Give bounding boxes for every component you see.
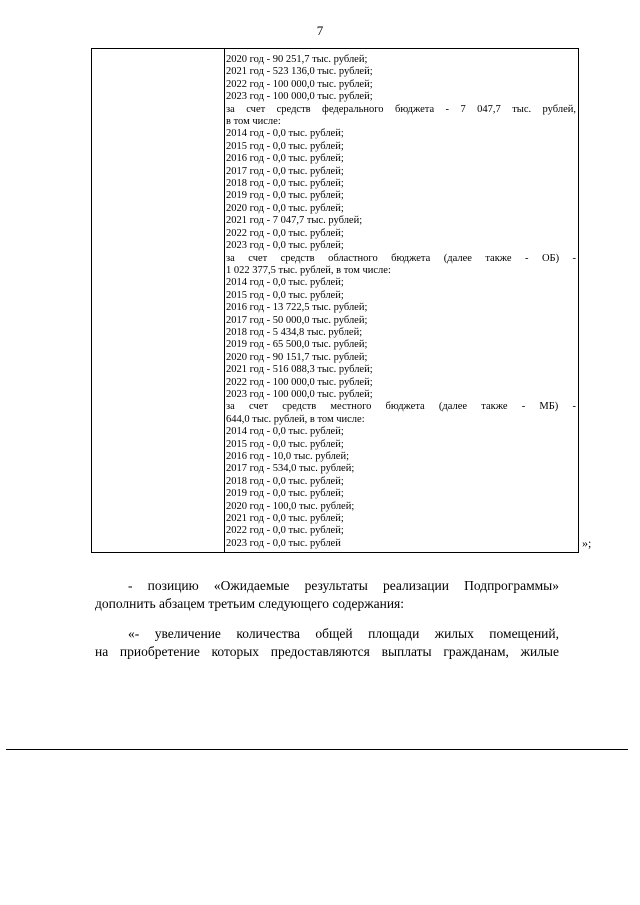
table-line: 1 022 377,5 тыс. рублей, в том числе:	[226, 264, 391, 276]
table-line: 2020 год - 90 251,7 тыс. рублей;	[226, 54, 368, 65]
table-line: 2015 год - 0,0 тыс. рублей;	[226, 438, 344, 450]
table-line: за счет средств областного бюджета (далее также - ОБ) -	[226, 252, 576, 264]
table-line: 2015 год - 0,0 тыс. рублей;	[226, 140, 344, 152]
table-line: 2019 год - 0,0 тыс. рублей;	[226, 190, 344, 202]
table-line: 2021 год - 0,0 тыс. рублей;	[226, 513, 344, 525]
table-line: 2021 год - 7 047,7 тыс. рублей;	[226, 215, 363, 227]
page-number: 7	[316, 23, 324, 38]
table-line: за счет средств местного бюджета (далее также - МБ) -	[226, 401, 576, 413]
quoted-paragraph	[95, 625, 559, 661]
table-line: 2014 год - 0,0 тыс. рублей;	[226, 426, 344, 438]
table-line: за счет средств федерального бюджета - 7 047,7 тыс. рублей,	[226, 103, 576, 115]
table-line: 2022 год - 100 000,0 тыс. рублей;	[226, 376, 373, 388]
table-line: 2017 год - 50 000,0 тыс. рублей;	[226, 314, 368, 326]
table-line: 2020 год - 100,0 тыс. рублей;	[226, 500, 355, 512]
closing-quote: »;	[582, 536, 592, 550]
table-line: 2018 год - 0,0 тыс. рублей;	[226, 475, 344, 487]
table-line: 2020 год - 90 151,7 тыс. рублей;	[226, 351, 368, 363]
table-line: в том числе:	[226, 116, 281, 128]
table-line: 2023 год - 0,0 тыс. рублей;	[226, 240, 344, 252]
funding-text-cell	[226, 54, 576, 550]
paragraph-line: дополнить абзацем третьим следующего содержания:	[95, 596, 405, 611]
column-divider	[224, 49, 225, 552]
table-line: 2022 год - 0,0 тыс. рублей;	[226, 525, 344, 537]
paragraph-line: «- увеличение количества общей площади жилых помещений,	[128, 626, 559, 641]
table-line: 2019 год - 0,0 тыс. рублей;	[226, 488, 344, 500]
footer-rule	[6, 749, 628, 750]
amendment-paragraph	[95, 577, 559, 613]
table-line: 2016 год - 10,0 тыс. рублей;	[226, 451, 350, 462]
table-line: 2014 год - 0,0 тыс. рублей;	[226, 277, 344, 289]
table-line: 2022 год - 100 000,0 тыс. рублей;	[226, 78, 373, 90]
table-line: 2023 год - 0,0 тыс. рублей	[226, 537, 341, 549]
paragraph-line: на приобретение которых предоставляются выплаты гражданам, жилые	[95, 644, 559, 659]
paragraph-line: - позицию «Ожидаемые результаты реализации Подпрограммы»	[128, 578, 559, 593]
table-line: 2021 год - 523 136,0 тыс. рублей;	[226, 66, 373, 78]
table-line: 2023 год - 100 000,0 тыс. рублей;	[226, 388, 373, 400]
table-line: 2020 год - 0,0 тыс. рублей;	[226, 202, 344, 214]
table-line: 2018 год - 5 434,8 тыс. рублей;	[226, 326, 363, 338]
table-line: 2015 год - 0,0 тыс. рублей;	[226, 289, 344, 301]
table-line: 2023 год - 100 000,0 тыс. рублей;	[226, 91, 373, 103]
table-line: 644,0 тыс. рублей, в том числе:	[226, 413, 365, 425]
funding-table	[91, 48, 579, 553]
table-line: 2016 год - 0,0 тыс. рублей;	[226, 153, 344, 165]
table-line: 2021 год - 516 088,3 тыс. рублей;	[226, 364, 373, 376]
table-line: 2014 год - 0,0 тыс. рублей;	[226, 128, 344, 140]
table-line: 2017 год - 534,0 тыс. рублей;	[226, 463, 355, 475]
table-line: 2016 год - 13 722,5 тыс. рублей;	[226, 302, 368, 314]
table-line: 2022 год - 0,0 тыс. рублей;	[226, 227, 344, 239]
table-line: 2017 год - 0,0 тыс. рублей;	[226, 165, 344, 177]
table-line: 2019 год - 65 500,0 тыс. рублей;	[226, 339, 368, 351]
table-line: 2018 год - 0,0 тыс. рублей;	[226, 178, 344, 190]
